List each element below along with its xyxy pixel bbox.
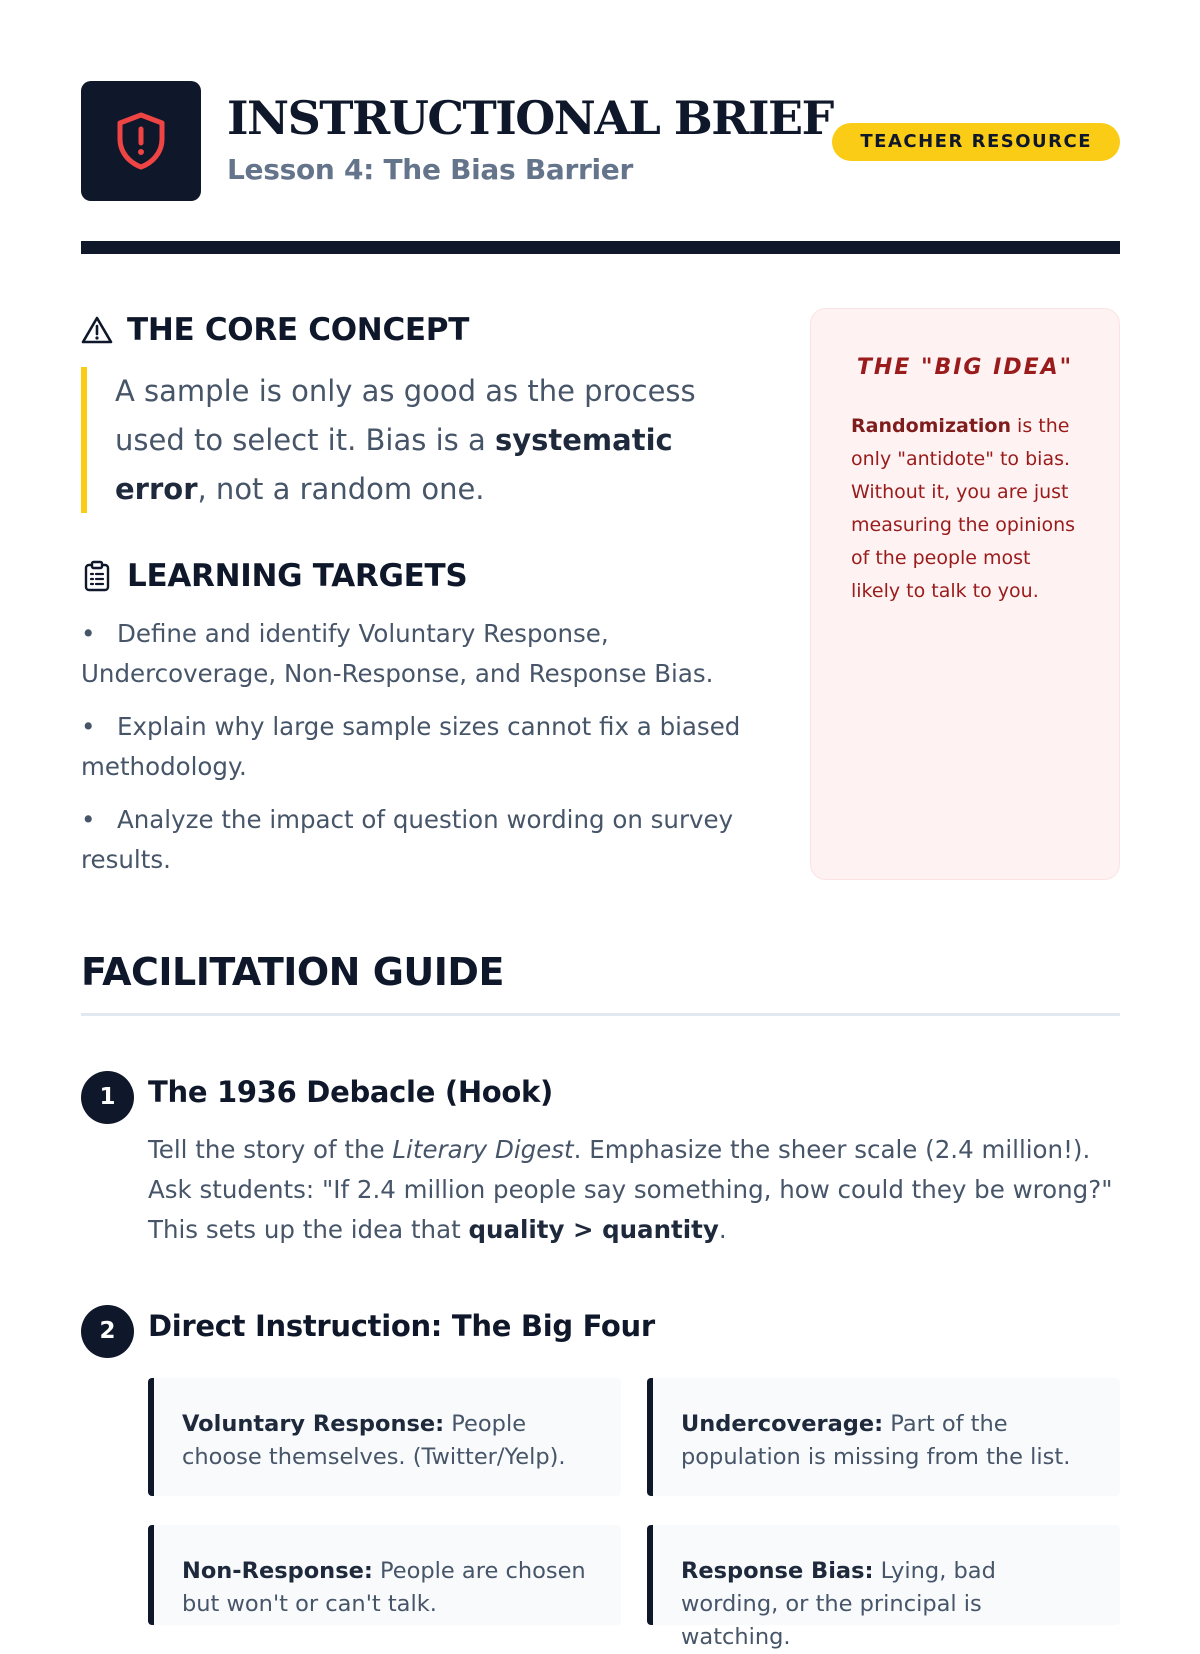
warning-triangle-icon <box>81 314 113 346</box>
shield-alert-icon <box>114 111 168 171</box>
core-concept-emphasis: systematic error <box>115 423 673 506</box>
step-text: . Emphasize the sheer scale (2.4 million!). Ask students: "If 2.4 million people say something, how could they be wrong?" This sets up the idea that <box>148 1135 1113 1244</box>
list-item <box>81 707 771 787</box>
teacher-resource-badge: TEACHER RESOURCE <box>832 123 1120 161</box>
step-body <box>148 1130 1120 1250</box>
learning-targets-heading <box>81 558 467 594</box>
bias-card-undercoverage <box>647 1378 1120 1496</box>
bias-card-non-response <box>148 1525 621 1625</box>
list-item <box>81 614 771 694</box>
core-concept-text-end: , not a random one. <box>197 472 485 506</box>
core-concept-heading-text: THE CORE CONCEPT <box>127 312 470 348</box>
facilitation-guide-title: FACILITATION GUIDE <box>81 950 504 994</box>
step-title: The 1936 Debacle (Hook) <box>148 1075 553 1109</box>
bias-term: Voluntary Response: <box>182 1411 445 1437</box>
step-title: Direct Instruction: The Big Four <box>148 1309 655 1343</box>
step-number-badge: 2 <box>81 1305 134 1358</box>
learning-target-text: Explain why large sample sizes cannot fix a biased methodology. <box>81 712 741 781</box>
core-concept-heading <box>81 312 469 348</box>
instructional-brief-page <box>81 0 1120 1650</box>
step-text-bold: quality > quantity <box>468 1215 719 1244</box>
bias-description: Part of the population is missing from the list. <box>681 1411 1071 1470</box>
learning-target-text: Analyze the impact of question wording on survey results. <box>81 805 734 874</box>
bullet: • <box>81 712 96 741</box>
bias-term: Non-Response: <box>182 1558 373 1584</box>
bias-description: People choose themselves. (Twitter/Yelp). <box>182 1411 566 1470</box>
bullet: • <box>81 805 96 834</box>
page-title: INSTRUCTIONAL BRIEF <box>227 91 833 145</box>
bias-description: People are chosen but won't or can't talk. <box>182 1558 586 1617</box>
list-item <box>81 800 771 880</box>
bias-card-response-bias <box>647 1525 1120 1650</box>
bias-description: Lying, bad wording, or the principal is watching. <box>681 1558 996 1650</box>
logo <box>81 81 201 201</box>
bias-term: Undercoverage: <box>681 1411 884 1437</box>
header <box>81 81 1120 201</box>
bias-term: Response Bias: <box>681 1558 874 1584</box>
big-idea-text: is the only "antidote" to bias. Without it, you are just measuring the opinions of the people most likely to talk to you. <box>851 415 1076 602</box>
learning-targets-heading-text: LEARNING TARGETS <box>127 558 468 594</box>
header-divider <box>81 241 1120 254</box>
big-idea-body <box>851 410 1081 608</box>
step-number-badge: 1 <box>81 1071 134 1124</box>
big-idea-card <box>810 308 1120 880</box>
core-concept-text: A sample is only as good as the process used to select it. Bias is a <box>115 374 696 457</box>
page-subtitle: Lesson 4: The Bias Barrier <box>227 153 633 186</box>
clipboard-list-icon <box>81 560 113 592</box>
step-text: . <box>718 1215 727 1244</box>
bullet: • <box>81 619 96 648</box>
step-text-italic: Literary Digest <box>392 1135 574 1164</box>
bias-card-voluntary-response <box>148 1378 621 1496</box>
step-text: Tell the story of the <box>148 1135 393 1164</box>
learning-target-text: Define and identify Voluntary Response, Undercoverage, Non-Response, and Response Bias. <box>81 619 714 688</box>
core-concept-quote <box>81 367 741 513</box>
learning-targets-list <box>81 614 771 893</box>
big-idea-title: THE "BIG IDEA" <box>856 355 1074 380</box>
facilitation-divider <box>81 1013 1120 1016</box>
big-idea-emphasis: Randomization <box>851 415 1011 437</box>
